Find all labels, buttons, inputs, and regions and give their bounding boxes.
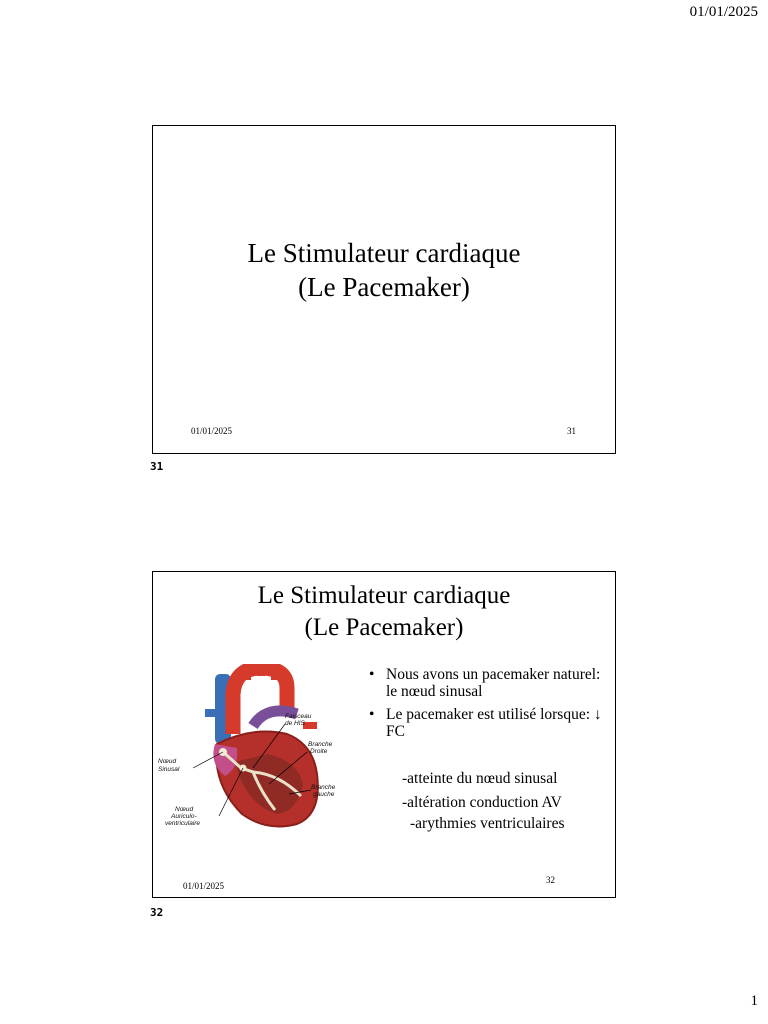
slide-label: 32: [150, 906, 164, 919]
title-line-1: Le Stimulateur cardiaque: [247, 238, 521, 268]
slide-31: [152, 125, 616, 454]
aorta-branch: [257, 664, 265, 676]
title-line-2: (Le Pacemaker): [298, 272, 470, 302]
label-noeud-sinusal: Nœud: [158, 758, 177, 765]
label-branche-gauche: Branche: [311, 784, 336, 791]
slide-footer-number: 32: [546, 875, 555, 885]
vessel: [303, 722, 317, 729]
bullet-item: • Nous avons un pacemaker naturel: le nœud sinusal: [367, 666, 607, 700]
title-line-2: (Le Pacemaker): [304, 614, 464, 641]
sub-item: -altération conduction AV: [402, 794, 562, 811]
page-number: 1: [750, 993, 758, 1009]
label-branche-gauche-2: gauche: [313, 791, 335, 798]
slide-32: [152, 571, 616, 898]
slide-footer-number: 31: [567, 426, 576, 436]
label-faisceau-2: de HIS: [285, 720, 305, 727]
slide-footer-date: 01/01/2025: [183, 881, 225, 891]
bullet-list: [367, 666, 607, 746]
vessel: [205, 709, 217, 717]
slide-title: [153, 236, 615, 304]
title-line-1: Le Stimulateur cardiaque: [257, 582, 511, 609]
label-faisceau: Faisceau: [285, 713, 312, 720]
label-branche-droite-2: Droite: [310, 748, 328, 755]
label-noeud-av-3: ventriculaire: [165, 820, 201, 827]
sub-item: -atteinte du nœud sinusal: [402, 770, 558, 787]
aorta-branch: [271, 666, 279, 680]
slide-title: [153, 580, 615, 644]
label-noeud-av-2: Auriculo-: [171, 813, 197, 820]
heart-illustration: [157, 664, 367, 834]
label-noeud-sinusal-2: Sinusal: [158, 766, 180, 773]
slide-footer-date: 01/01/2025: [191, 426, 233, 436]
bullet-item: • Le pacemaker est utilisé lorsque: ↓ FC: [367, 706, 607, 740]
slide-label: 31: [150, 460, 164, 473]
label-noeud-av: Nœud: [175, 806, 194, 813]
page-date: 01/01/2025: [689, 4, 758, 20]
label-branche-droite: Branche: [308, 741, 333, 748]
sub-item: -arythmies ventriculaires: [410, 815, 565, 832]
aorta-branch: [243, 664, 251, 680]
